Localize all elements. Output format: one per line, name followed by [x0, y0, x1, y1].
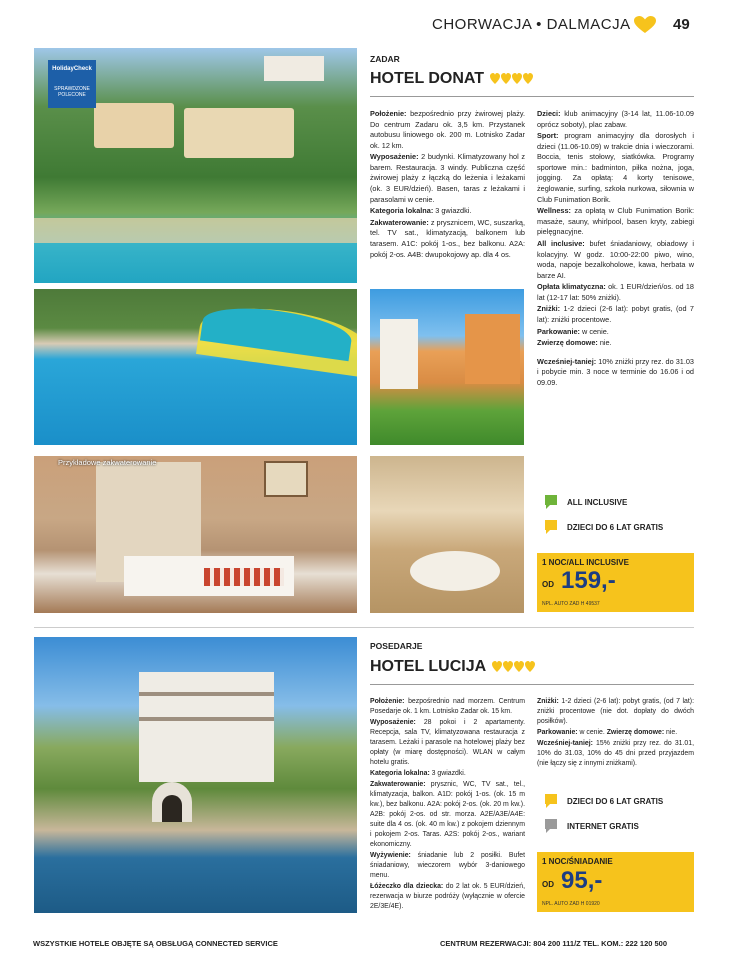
- description-paragraph: [537, 282, 694, 303]
- kids-free-icon: [543, 793, 559, 809]
- description-key: Zwierzę domowe:: [537, 338, 598, 348]
- hotel-donat-description-col2: [537, 109, 694, 389]
- description-value: 3 gwiazdki.: [429, 770, 466, 777]
- description-paragraph: [370, 851, 525, 881]
- description-value: w cenie.: [577, 729, 607, 736]
- description-value: do 2 lat ok. 5 EUR/dzień, rezerwacja w biurze podróży (wyłącznie w ofercie 2E/3E/4E).: [370, 883, 525, 910]
- description-key: Sport:: [537, 131, 559, 141]
- hotel-rating-icon: [492, 661, 536, 673]
- description-value: 15% zniżki przy rez. do 31.01, 10% do 31.03, 10% do 45 dni przed przyjazdem (nie łączy się z innymi zniżkami).: [537, 740, 694, 767]
- hotel-lucija-photo: [34, 637, 357, 913]
- description-key: Parkowanie:: [537, 326, 580, 336]
- hotel-lucija-description-col2: [537, 697, 694, 770]
- footer-left-note: WSZYSTKIE HOTELE OBJĘTE SĄ OBSŁUGĄ CONNECTED SERVICE: [33, 939, 278, 948]
- holidaycheck-logo: HolidayCheck SPRAWDZONE POLECONE: [48, 60, 96, 108]
- hotel-donat-pool-photo: [34, 289, 357, 445]
- description-key: Wellness:: [537, 206, 571, 216]
- hotel-donat-building-photo: [370, 289, 524, 445]
- description-value: 1-2 dzieci (2-6 lat): pobyt gratis, (od 7 lat): zniżki procentowe (nie dot. dopłaty do dwóch posiłków).: [537, 698, 694, 725]
- page-header-region: CHORWACJA • DALMACJA: [432, 16, 631, 33]
- description-key: Kategoria lokalna:: [370, 206, 434, 216]
- description-paragraph: [537, 206, 694, 238]
- description-key: Kategoria lokalna:: [370, 770, 430, 777]
- description-key: Parkowanie:: [537, 729, 578, 736]
- hotel-donat-room-photo: [34, 456, 357, 613]
- footer-reservation-phone: CENTRUM REZERWACJI: 804 200 111/Z TEL. KOM.: 222 120 500: [440, 939, 668, 948]
- hotel-donat-location: ZADAR: [370, 54, 400, 64]
- description-paragraph: [370, 109, 525, 151]
- description-key: Wcześniej-taniej:: [537, 356, 597, 366]
- description-value: bufet śniadaniowy, obiadowy i kolacyjny. W godz. 10:00-22:00 piwo, wino, woda, napoje bezalkoholowe, kawa, herbata w barze AI.: [537, 238, 695, 280]
- description-value: w cenie.: [580, 326, 609, 336]
- description-paragraph: [537, 728, 694, 738]
- description-paragraph: [537, 304, 694, 325]
- hotel-lucija-title: HOTEL LUCIJA: [370, 658, 536, 676]
- section-divider: [34, 627, 694, 628]
- hotel-donat-title: HOTEL DONAT: [370, 70, 534, 88]
- description-value: 28 pokoi i 2 apartamenty. Recepcja, sala TV, klimatyzowana restauracja z tarasem. Leżaki i parasole na hotelowej plaży bez opłaty (w miarę dostępności). WLAN w całym hotelu gratis.: [370, 719, 525, 766]
- kids-free-icon: [543, 519, 559, 535]
- heart-logo-icon: [634, 16, 656, 34]
- description-key: Położenie:: [370, 109, 407, 118]
- description-paragraph: [370, 780, 525, 850]
- description-value: bezpośrednio nad morzem. Centrum Posedarje ok. 1 km. Lotnisko Zadar ok. 15 km.: [370, 698, 525, 715]
- description-key: Zakwaterowanie:: [370, 781, 426, 788]
- description-paragraph: [537, 109, 694, 130]
- description-key: Opłata klimatyczna:: [537, 282, 606, 292]
- internet-icon: [543, 818, 559, 834]
- description-value: śniadanie lub 2 posiłki. Bufet śniadaniowy, wieczorem wybór 3-daniowego menu.: [370, 852, 525, 879]
- description-key: Zwierzę domowe:: [606, 729, 665, 736]
- description-value: z prysznicem, WC, suszarką, tel. TV sat., klimatyzacją, balkonem lub tarasem. A1C: pokój 1-os., bez balkonu. A2A: pokój 2-os. A4B: dwupokojowy ap. dla 4 os.: [370, 217, 525, 259]
- description-paragraph: [370, 218, 525, 260]
- hotel-lucija-price-box: 1 NOC/ŚNIADANIE OD 95,- NPL. AUTO ZAD H 01920: [537, 852, 694, 912]
- description-paragraph: [537, 338, 694, 349]
- hotel-donat-rule: [370, 96, 694, 97]
- description-key: Wcześniej-taniej:: [537, 740, 593, 747]
- hotel-lucija-location: POSEDARJE: [370, 641, 423, 651]
- description-key: Dzieci:: [537, 109, 561, 118]
- description-value: 10% zniżki przy rez. do 31.03 i pobycie min. 3 noce w terminie do 16.06 i od 09.09.: [537, 356, 694, 387]
- description-paragraph: [537, 357, 694, 389]
- description-key: Położenie:: [370, 698, 405, 705]
- description-key: Zniżki:: [537, 304, 561, 314]
- badge-internet-free: INTERNET GRATIS: [543, 818, 639, 834]
- hotel-lucija-rule: [370, 684, 694, 685]
- hotel-donat-buffet-photo: [370, 456, 524, 613]
- description-value: za opłatą w Club Funimation Borik: masaże, sauny, whirlpool, basen kryty, zabiegi pielęgnacyjne.: [537, 206, 694, 237]
- hotel-donat-price: 159,-: [561, 567, 616, 594]
- hotel-donat-aerial-photo: [34, 48, 357, 283]
- description-value: nie.: [664, 729, 678, 736]
- description-key: Wyposażenie:: [370, 152, 419, 162]
- hotel-lucija-price: 95,-: [561, 867, 603, 894]
- description-paragraph: [370, 697, 525, 717]
- description-paragraph: [370, 152, 525, 205]
- all-inclusive-icon: [543, 494, 559, 510]
- description-value: ok. 1 EUR/dzień/os. od 18 lat (12-17 lat: 50% zniżki).: [537, 282, 694, 302]
- page-number: 49: [673, 16, 690, 33]
- description-paragraph: [370, 206, 525, 217]
- description-paragraph: [370, 769, 525, 779]
- description-paragraph: [370, 882, 525, 912]
- hotel-donat-price-box: 1 NOC/ALL INCLUSIVE OD 159,- NPL. AUTO ZAD H 49537: [537, 553, 694, 612]
- description-key: Zakwaterowanie:: [370, 217, 429, 227]
- description-value: program animacyjny dla dorosłych i dzieci (11.06-10.09) w trakcie dnia i wieczorami. Boccia, tenis stołowy, siatkówka. Programy sportowe min.: badminton, piłka nożna, joga, jogging. Za opłatą: 4 korty tenisowe, żeglowanie, surfing, szkoła nurkowa, siłownia w Club Funimation Borik.: [537, 131, 694, 204]
- description-value: 3 gwiazdki.: [433, 206, 472, 216]
- description-paragraph: [537, 239, 694, 281]
- description-paragraph: [537, 697, 694, 727]
- description-key: Zniżki:: [537, 698, 559, 705]
- description-value: prysznic, WC, TV sat., tel., klimatyzacja, balkon. A1D: pokój 1-os. (ok. 15 m kw.), bez balkonu. A2A: pokój 2-os. (ok. 20 m kw.). A2B: pokój 2-os. od str. morza. A2E/A3E/A4E: suite dla 4 os. (ok. 40 m kw.) z pokojem dziennym i pokojem 2-os. Taras. A2S: pokój 2-os., wariant ekonomiczny.: [370, 781, 525, 848]
- description-key: Wyżywienie:: [370, 852, 411, 859]
- description-key: Łóżeczko dla dziecka:: [370, 883, 444, 890]
- description-value: bezpośrednio przy żwirowej plaży. Do centrum Zadaru ok. 3,5 km. Przystanek autobusu liniowego ok. 200 m. Lotnisko Zadar ok. 12 km.: [370, 109, 525, 150]
- description-key: Wyposażenie:: [370, 719, 416, 726]
- hotel-lucija-description-col1: [370, 697, 525, 913]
- description-paragraph: [537, 739, 694, 769]
- room-photo-caption: Przykładowe zakwaterowanie: [58, 458, 157, 467]
- description-value: 2 budynki. Klimatyzowany hol z barem. Restauracja. 3 windy. Publiczna część żwirowej plaży z łączką do leżenia i leżakami (ok. 3 EUR/dzień). Basen, taras z leżakami i parasolami w cenie.: [370, 152, 525, 204]
- hotel-rating-icon: [490, 73, 534, 85]
- hotel-donat-description-col1: [370, 109, 525, 261]
- description-value: klub animacyjny (3-14 lat, 11.06-10.09 oprócz soboty), plac zabaw.: [537, 109, 694, 129]
- description-value: nie.: [597, 338, 612, 348]
- description-paragraph: [370, 718, 525, 768]
- description-key: All inclusive:: [537, 238, 585, 248]
- badge-all-inclusive: ALL INCLUSIVE: [543, 494, 627, 510]
- description-paragraph: [537, 131, 694, 205]
- description-value: 1-2 dzieci (2-6 lat): pobyt gratis, (od 7 lat): zniżki procentowe.: [537, 304, 694, 324]
- badge-kids-free: DZIECI DO 6 LAT GRATIS: [543, 793, 663, 809]
- badge-kids-free: DZIECI DO 6 LAT GRATIS: [543, 519, 663, 535]
- description-paragraph: [537, 327, 694, 338]
